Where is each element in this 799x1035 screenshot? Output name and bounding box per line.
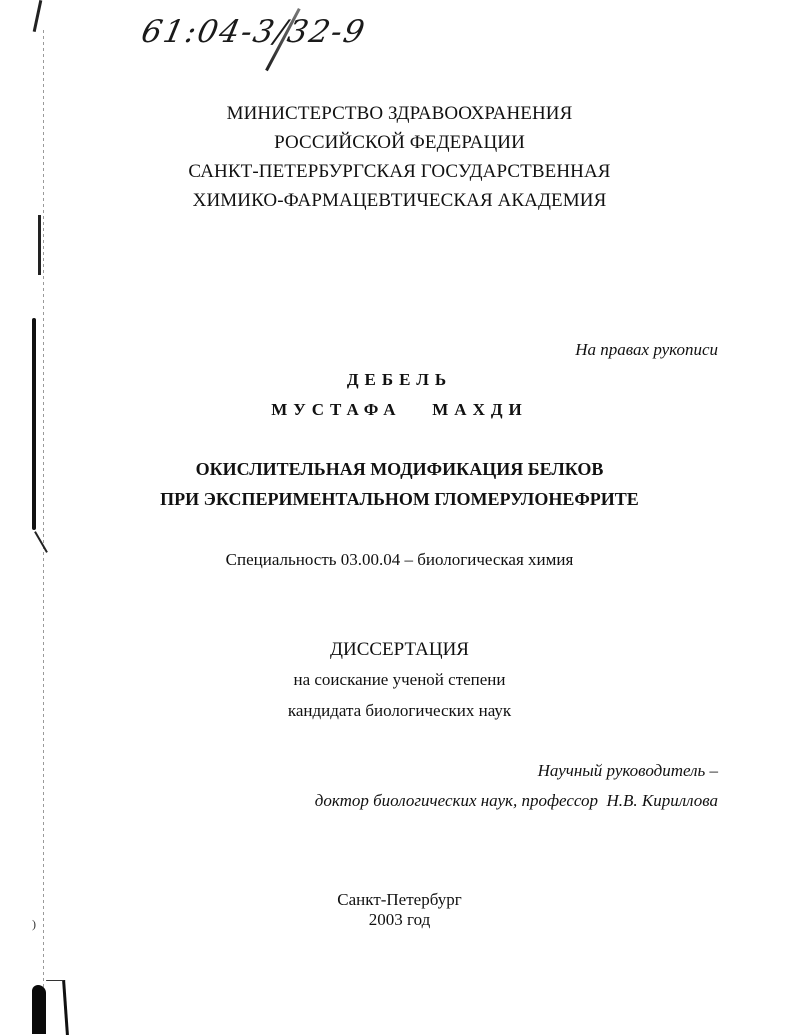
scan-mark-paren: ) [32,917,36,931]
dissertation-heading: ДИССЕРТАЦИЯ [330,639,469,660]
scan-mark-top [33,0,43,32]
author-given-names: МУСТАФА МАХДИ [271,400,528,419]
thesis-title-line-1: ОКИСЛИТЕЛЬНАЯ МОДИФИКАЦИЯ БЕЛКОВ [195,459,604,479]
ministry-line-1: МИНИСТЕРСТВО ЗДРАВООХРАНЕНИЯ [226,103,573,124]
scan-corner-fold [46,980,69,1035]
specialty-line: Специальность 03.00.04 – биологическая химия [225,550,574,569]
thesis-title-line-2: ПРИ ЭКСПЕРИМЕНТАЛЬНОМ ГЛОМЕРУЛОНЕФРИТЕ [160,489,639,509]
footer-city: Санкт-Петербург [337,890,462,909]
scan-mark-middle [38,215,41,275]
manuscript-rights-note: На правах рукописи [575,340,718,359]
ministry-line-4: ХИМИКО-ФАРМАЦЕВТИЧЕСКАЯ АКАДЕМИЯ [192,190,607,211]
supervisor-label: Научный руководитель – [537,761,718,780]
dissertation-degree-line-1: на соискание ученой степени [293,670,506,689]
handwritten-catalog-number: 61:04-3/32-9 [138,14,370,50]
ministry-line-3: САНКТ-ПЕТЕРБУРГСКАЯ ГОСУДАРСТВЕННАЯ [188,161,611,182]
scan-corner-shadow [32,985,46,1034]
ministry-line-2: РОССИЙСКОЙ ФЕДЕРАЦИИ [274,132,525,153]
supervisor-name: доктор биологических наук, профессор Н.В. Кириллова [314,791,718,810]
footer-year: 2003 год [368,910,431,929]
dissertation-degree-line-2: кандидата биологических наук [287,701,512,720]
author-surname: ДЕБЕЛЬ [346,370,453,389]
